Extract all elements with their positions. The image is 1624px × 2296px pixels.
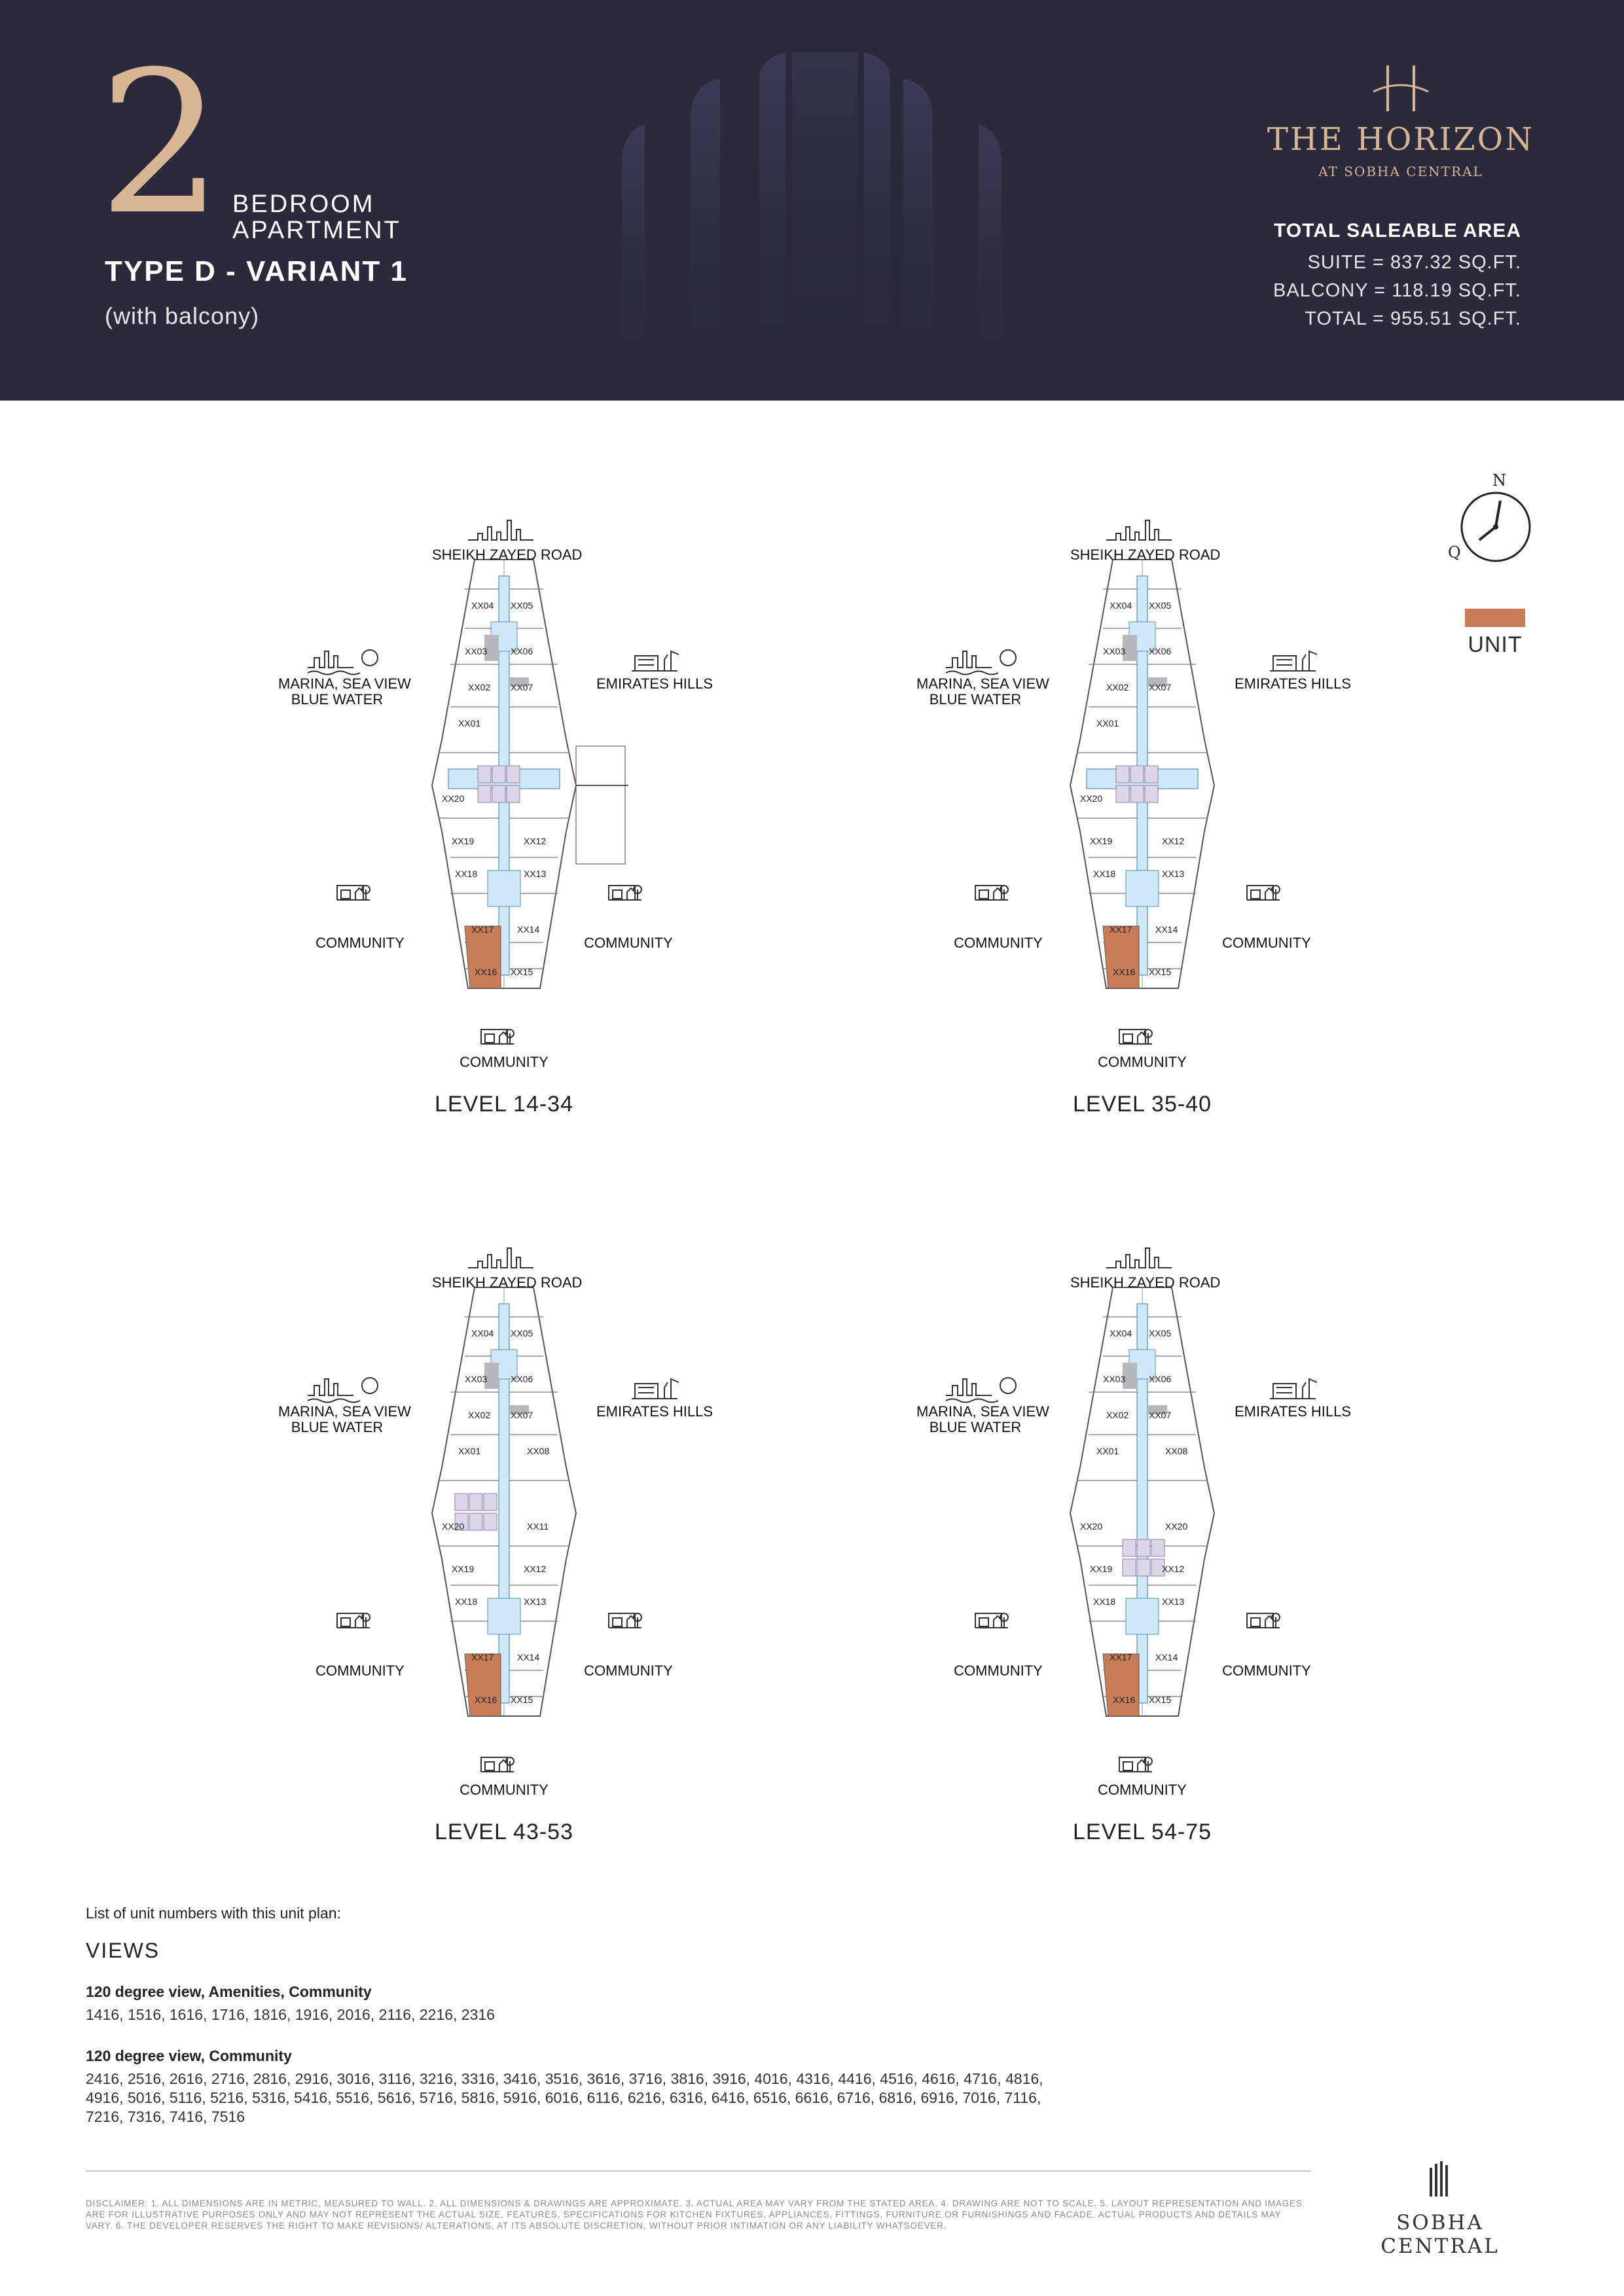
unit-label: XX13 [1162,869,1185,879]
unit-label: XX14 [1155,924,1178,935]
east-label: EMIRATES HILLS [1234,1403,1352,1420]
unit-label: XX12 [524,836,547,846]
marina-icon [308,1378,378,1403]
legend-unit-label: UNIT [1468,632,1523,657]
tower-plan-drawing [913,1206,1371,1860]
skyline-icon [468,1248,533,1268]
unit-label: XX17 [471,1652,494,1662]
highlighted-unit [465,926,501,988]
highlighted-unit [1103,926,1139,988]
floor-plan-level-54-75 [913,1206,1371,1860]
unit-label: XX19 [452,1564,475,1574]
unit-label: XX20 [1165,1521,1188,1532]
unit-label: XX14 [517,1652,540,1662]
floor-plan-level-43-53 [275,1206,733,1860]
community-icon [337,1613,370,1628]
unit-label: XX03 [465,646,488,656]
unit-label: XX02 [1106,1410,1129,1420]
area-total: TOTAL = 955.51 SQ.FT. [1305,308,1521,329]
floor-plan-level-35-40 [913,478,1371,1132]
unit-label: XX12 [524,1564,547,1574]
unit-label: XX17 [1110,1652,1132,1662]
community-icon [609,886,641,900]
bedroom-line-1: BEDROOM [232,190,375,218]
community-label-west: COMMUNITY [316,1662,405,1679]
unit-label: XX14 [517,924,540,935]
unit-label: XX15 [1149,967,1172,977]
unit-label: XX04 [471,1328,494,1338]
unit-label: XX13 [524,869,547,879]
unit-label: XX20 [442,793,465,804]
community-icon [1119,1757,1152,1772]
east-label: EMIRATES HILLS [596,1403,713,1420]
unit-label: XX16 [475,967,497,977]
area-balcony: BALCONY = 118.19 SQ.FT. [1273,280,1521,301]
unit-label: XX18 [455,869,478,879]
unit-label: XX13 [1162,1596,1185,1607]
unit-label: XX11 [527,1521,549,1532]
brand-subtitle: AT SOBHA CENTRAL [1318,164,1483,179]
unit-label: XX19 [1090,836,1113,846]
community-label-east: COMMUNITY [1222,935,1311,951]
sobha-logo-icon [1427,2160,1453,2199]
highlighted-unit [465,1654,501,1716]
unit-label: XX12 [1162,836,1185,846]
unit-label: XX05 [511,600,533,611]
north-label: SHEIKH ZAYED ROAD [1070,547,1221,563]
view-group-title: 120 degree view, Amenities, Community [86,1983,372,2000]
west-label-1: MARINA, SEA VIEW [278,1403,411,1420]
area-suite: SUITE = 837.32 SQ.FT. [1307,252,1521,273]
unit-label: XX15 [1149,1695,1172,1705]
east-label: EMIRATES HILLS [596,675,713,692]
community-label-south: COMMUNITY [1098,1054,1187,1070]
unit-label: XX03 [1103,1374,1126,1384]
east-label: EMIRATES HILLS [1234,675,1352,692]
view-group-title: 120 degree view, Community [86,2047,292,2064]
unit-label: XX07 [1149,682,1172,692]
unit-label: XX05 [511,1328,533,1338]
type-title: TYPE D - VARIANT 1 [105,255,408,287]
community-label-east: COMMUNITY [584,935,673,951]
views-intro: List of unit numbers with this unit plan: [86,1905,341,1922]
footer-divider [86,2170,1311,2172]
community-icon [337,886,370,900]
unit-label: XX06 [511,646,533,656]
horizon-logo-icon [1368,62,1434,115]
bedroom-count: 2 [98,29,223,258]
unit-label: XX03 [465,1374,488,1384]
legend-unit-swatch [1465,609,1525,627]
west-label-1: MARINA, SEA VIEW [916,1403,1049,1420]
views-heading: VIEWS [86,1939,160,1962]
unit-label: XX18 [1093,1596,1116,1607]
unit-label: XX18 [455,1596,478,1607]
unit-label: XX05 [1149,1328,1172,1338]
community-label-east: COMMUNITY [584,1662,673,1679]
skyline-icon [1106,520,1172,540]
unit-label: XX19 [452,836,475,846]
community-icon [609,1613,641,1628]
header-banner [0,0,1624,401]
community-icon [1247,1613,1280,1628]
west-label-2: BLUE WATER [291,1419,384,1435]
villa-icon [1270,1379,1317,1399]
footer-brand: SOBHA CENTRAL [1380,2211,1500,2258]
unit-label: XX02 [1106,682,1129,692]
tower-plan-drawing [275,478,733,1132]
unit-label: XX07 [1149,1410,1172,1420]
unit-label: XX20 [1080,1521,1103,1532]
unit-label: XX20 [1080,793,1103,804]
community-label-east: COMMUNITY [1222,1662,1311,1679]
unit-label: XX08 [527,1446,550,1456]
west-label-1: MARINA, SEA VIEW [278,675,411,692]
unit-label: XX16 [475,1695,497,1705]
unit-label: XX04 [1110,600,1132,611]
compass-west: Q [1448,543,1461,562]
unit-label: XX16 [1113,1695,1136,1705]
unit-label: XX03 [1103,646,1126,656]
compass-icon [1440,471,1538,573]
unit-label: XX01 [1096,718,1119,728]
unit-label: XX12 [1162,1564,1185,1574]
community-label-west: COMMUNITY [316,935,405,951]
villa-icon [632,1379,679,1399]
area-title: TOTAL SALEABLE AREA [1274,220,1521,242]
unit-label: XX01 [458,718,481,728]
unit-label: XX04 [1110,1328,1132,1338]
compass-north: N [1492,471,1506,490]
type-subtitle: (with balcony) [105,302,260,329]
floor-plan-level-14-34 [275,478,733,1132]
view-group-units: 1416, 1516, 1616, 1716, 1816, 1916, 2016, 2116, 2216, 2316 [86,2006,495,2023]
west-label-2: BLUE WATER [929,1419,1022,1435]
unit-label: XX15 [511,1695,533,1705]
unit-label: XX08 [1165,1446,1188,1456]
unit-label: XX07 [511,682,533,692]
bedroom-type [232,191,401,243]
view-group-units: 2416, 2516, 2616, 2716, 2816, 2916, 3016, 3116, 3216, 3316, 3416, 3516, 3616, 3716, 3816, 3916, 4016, 4316, 4416, 4516, 4616, 4716, 4816, 4916, 5016, 5116, 5216, 5316, 5416, 5516, 5616, 5716, 5816, 5916, 6016, 6116, 6216, 6316, 6416, 6516, 6616, 6716, 6816, 6916, 7016, 7116, 7216, 7316, 7416, 7516 [86,2070,1043,2125]
unit-label: XX05 [1149,600,1172,611]
marina-icon [946,650,1016,675]
community-icon [481,1757,514,1772]
unit-label: XX02 [468,682,491,692]
villa-icon [632,651,679,671]
west-label-2: BLUE WATER [291,691,384,708]
unit-label: XX20 [442,1521,465,1532]
villa-icon [1270,651,1317,671]
community-label-south: COMMUNITY [460,1054,549,1070]
tower-plan-drawing [913,478,1371,1132]
tower-plan-drawing [275,1206,733,1860]
unit-label: XX13 [524,1596,547,1607]
community-icon [1247,886,1280,900]
unit-label: XX17 [471,924,494,935]
highlighted-unit [1103,1654,1139,1716]
west-label-1: MARINA, SEA VIEW [916,675,1049,692]
disclaimer: DISCLAIMER: 1. ALL DIMENSIONS ARE IN METRIC, MEASURED TO WALL. 2. ALL DIMENSIONS & DRAWINGS ARE APPROXIMATE. 3. ACTUAL AREA MAY VARY FROM THE STATED AREA. 4. DRAWING ARE NOT TO SCALE. 5. LAYOUT REPRESENTATION AND IMAGES ARE FOR ILLUSTRATIVE PURPOSES ONLY AND MAY NOT REPRESENT THE ACTUAL SIZE, FEATURES, SPECIFICATIONS FOR KITCHEN FIXTURES, APPLIANCES, FITTINGS, FURNITURE OR FURNISHINGS AND FACADE. ACTUAL PRODUCTS AND DETAILS MAY VARY. 6. THE DEVELOPER RESERVES THE RIGHT TO MAKE REVISIONS/ ALTERATIONS, AT ITS ABSOLUTE DISCRETION, WITHOUT PRIOR INTIMATION OR ANY LIABILITY WHATSOEVER. [86,2198,1303,2231]
unit-label: XX14 [1155,1652,1178,1662]
bedroom-line-2: APARTMENT [232,217,401,244]
north-label: SHEIKH ZAYED ROAD [432,547,583,563]
community-label-west: COMMUNITY [954,935,1043,951]
community-icon [975,886,1008,900]
skyline-icon [1106,1248,1172,1268]
marina-icon [946,1378,1016,1403]
unit-label: XX18 [1093,869,1116,879]
marina-icon [308,650,378,675]
skyline-icon [468,520,533,540]
brand-name: THE HORIZON [1267,121,1535,158]
level-label: LEVEL 35-40 [1073,1092,1212,1117]
community-label-south: COMMUNITY [460,1782,549,1798]
arch-decoration [615,52,1008,393]
community-icon [975,1613,1008,1628]
unit-label: XX06 [1149,646,1172,656]
level-label: LEVEL 14-34 [435,1092,573,1117]
unit-label: XX16 [1113,967,1136,977]
unit-label: XX06 [1149,1374,1172,1384]
unit-label: XX06 [511,1374,533,1384]
west-label-2: BLUE WATER [929,691,1022,708]
community-label-south: COMMUNITY [1098,1782,1187,1798]
community-icon [481,1030,514,1044]
level-label: LEVEL 43-53 [435,1820,573,1844]
unit-label: XX19 [1090,1564,1113,1574]
unit-label: XX17 [1110,924,1132,935]
north-label: SHEIKH ZAYED ROAD [1070,1274,1221,1291]
community-icon [1119,1030,1152,1044]
community-label-west: COMMUNITY [954,1662,1043,1679]
unit-label: XX01 [458,1446,481,1456]
unit-label: XX07 [511,1410,533,1420]
level-label: LEVEL 54-75 [1073,1820,1212,1844]
north-label: SHEIKH ZAYED ROAD [432,1274,583,1291]
unit-label: XX01 [1096,1446,1119,1456]
unit-label: XX02 [468,1410,491,1420]
unit-label: XX04 [471,600,494,611]
unit-label: XX15 [511,967,533,977]
